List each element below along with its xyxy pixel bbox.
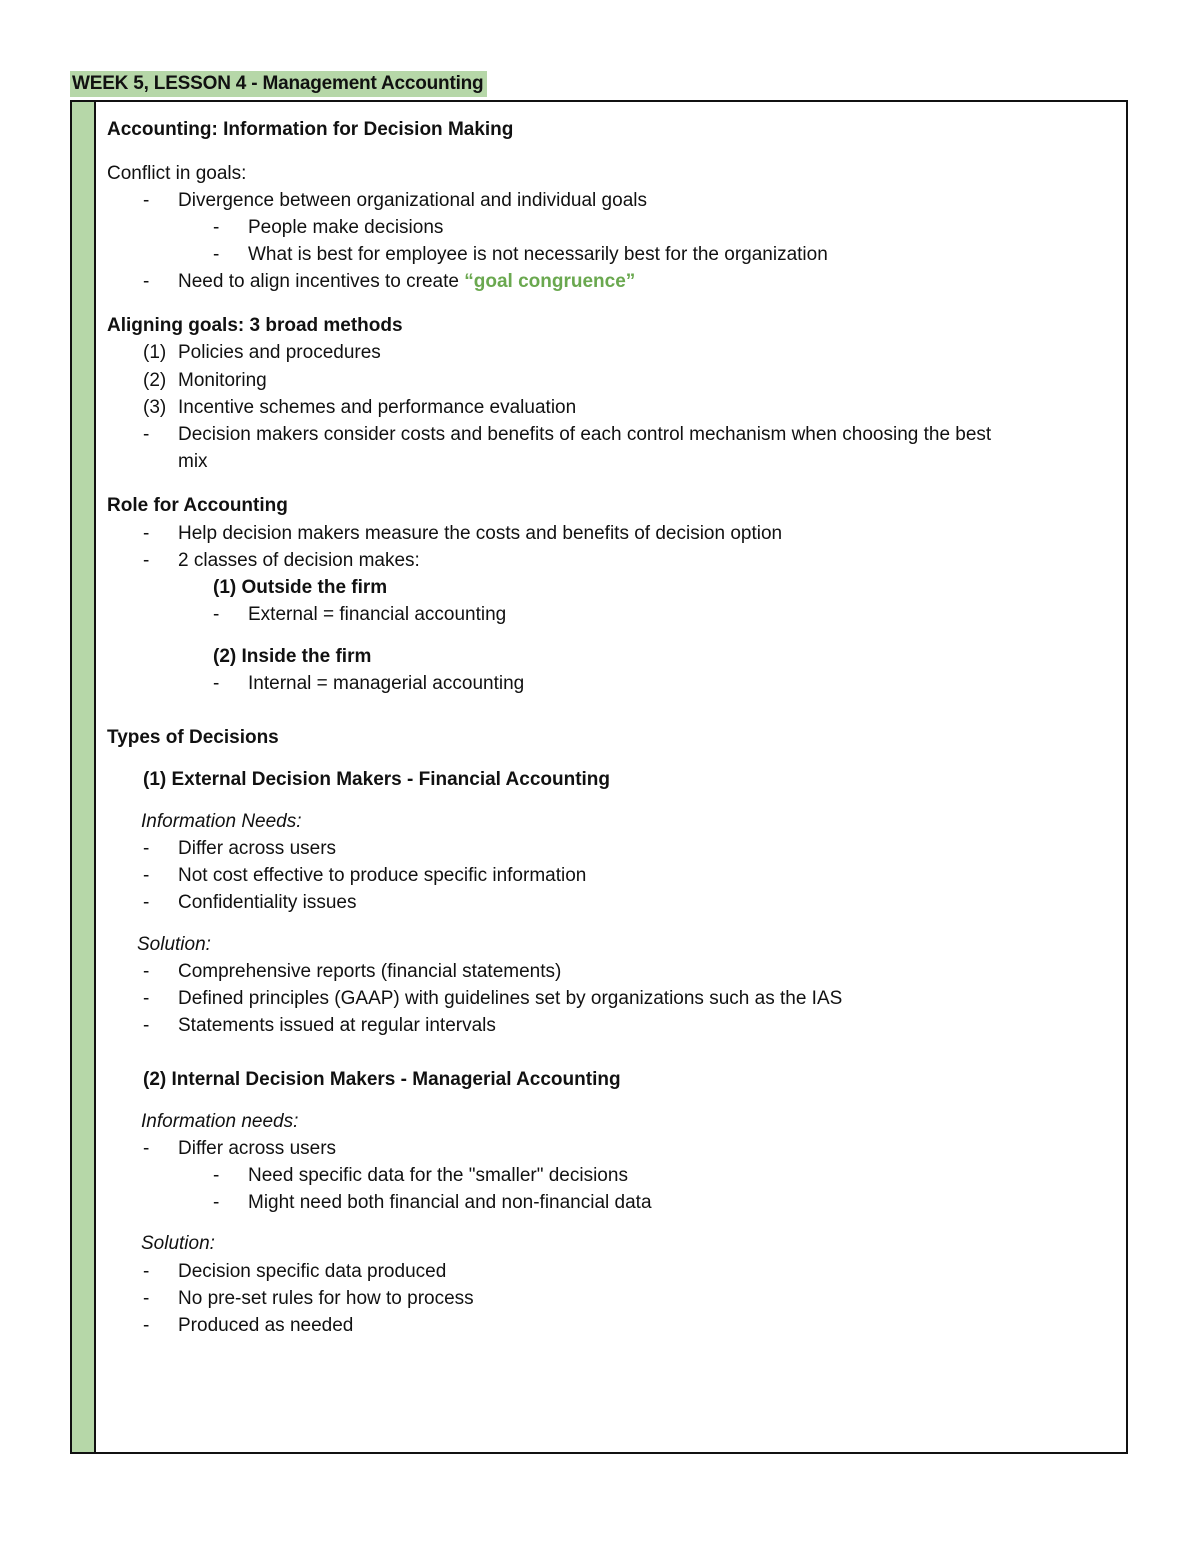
bullet-dash: - bbox=[213, 1192, 220, 1213]
section-heading-aligning-goals: Aligning goals: 3 broad methods bbox=[107, 315, 403, 336]
bullet-dash: - bbox=[143, 1261, 150, 1282]
bullet-dash: - bbox=[143, 961, 150, 982]
section-heading-role-for-accounting: Role for Accounting bbox=[107, 495, 288, 516]
bullet-dash: - bbox=[143, 271, 150, 292]
document-title: WEEK 5, LESSON 4 - Management Accounting bbox=[70, 71, 487, 97]
list-item: External = financial accounting bbox=[248, 604, 507, 625]
bullet-dash: - bbox=[143, 892, 150, 913]
list-item: Policies and procedures bbox=[178, 342, 381, 363]
list-item: Decision specific data produced bbox=[178, 1261, 447, 1282]
list-item: Internal = managerial accounting bbox=[248, 673, 525, 694]
bullet-dash: - bbox=[143, 1288, 150, 1309]
list-item: Help decision makers measure the costs and benefits of decision option bbox=[178, 523, 783, 544]
bullet-dash: - bbox=[143, 424, 150, 445]
bullet-dash: - bbox=[143, 1315, 150, 1336]
list-item: Divergence between organizational and individual goals bbox=[178, 190, 647, 211]
bullet-dash: - bbox=[143, 523, 150, 544]
subheading-external-decision-makers: (1) External Decision Makers - Financial Accounting bbox=[143, 769, 611, 790]
bullet-dash: - bbox=[143, 190, 150, 211]
bullet-dash: - bbox=[213, 673, 220, 694]
list-item-continuation: mix bbox=[178, 451, 208, 472]
list-number: (3) bbox=[143, 397, 167, 418]
notes-frame bbox=[70, 100, 1128, 1454]
bullet-dash: - bbox=[213, 604, 220, 625]
list-item: People make decisions bbox=[248, 217, 444, 238]
list-number: (2) bbox=[143, 370, 167, 391]
list-item: No pre-set rules for how to process bbox=[178, 1288, 474, 1309]
section-heading-decision-making: Accounting: Information for Decision Making bbox=[107, 119, 514, 140]
bullet-dash: - bbox=[213, 1165, 220, 1186]
bullet-dash: - bbox=[143, 1015, 150, 1036]
bullet-dash: - bbox=[143, 838, 150, 859]
goal-congruence-prefix: Need to align incentives to create bbox=[178, 271, 465, 292]
label-information-needs: Information needs: bbox=[141, 1111, 299, 1132]
bullet-dash: - bbox=[213, 217, 220, 238]
subheading-outside-firm: (1) Outside the firm bbox=[213, 577, 388, 598]
section-heading-types-of-decisions: Types of Decisions bbox=[107, 727, 279, 748]
subheading-internal-decision-makers: (2) Internal Decision Makers - Managerial Accounting bbox=[143, 1069, 621, 1090]
notes-content bbox=[72, 102, 1126, 1452]
list-number: (1) bbox=[143, 342, 167, 363]
bullet-dash: - bbox=[143, 988, 150, 1009]
label-solution: Solution: bbox=[141, 1233, 215, 1254]
list-item: Differ across users bbox=[178, 838, 337, 859]
list-item: Defined principles (GAAP) with guidelines set by organizations such as the IAS bbox=[178, 988, 843, 1009]
list-item: Not cost effective to produce specific information bbox=[178, 865, 587, 886]
list-item: 2 classes of decision makes: bbox=[178, 550, 420, 571]
list-item: Comprehensive reports (financial statements) bbox=[178, 961, 562, 982]
list-item: Statements issued at regular intervals bbox=[178, 1015, 496, 1036]
subheading-inside-firm: (2) Inside the firm bbox=[213, 646, 372, 667]
list-item: Need specific data for the "smaller" decisions bbox=[248, 1165, 628, 1186]
list-item: Decision makers consider costs and benefits of each control mechanism when choosing the best bbox=[178, 424, 992, 445]
list-item bbox=[178, 270, 635, 294]
list-item: What is best for employee is not necessarily best for the organization bbox=[248, 244, 828, 265]
list-item: Confidentiality issues bbox=[178, 892, 357, 913]
label-solution: Solution: bbox=[137, 934, 211, 955]
bullet-dash: - bbox=[143, 1138, 150, 1159]
list-item: Monitoring bbox=[178, 370, 267, 391]
bullet-dash: - bbox=[143, 550, 150, 571]
label-information-needs: Information Needs: bbox=[141, 811, 302, 832]
bullet-dash: - bbox=[213, 244, 220, 265]
goal-congruence-highlight: “goal congruence” bbox=[464, 271, 636, 292]
conflict-intro: Conflict in goals: bbox=[107, 163, 247, 184]
list-item: Might need both financial and non-financial data bbox=[248, 1192, 652, 1213]
list-item: Differ across users bbox=[178, 1138, 337, 1159]
list-item: Produced as needed bbox=[178, 1315, 354, 1336]
bullet-dash: - bbox=[143, 865, 150, 886]
list-item: Incentive schemes and performance evaluation bbox=[178, 397, 577, 418]
